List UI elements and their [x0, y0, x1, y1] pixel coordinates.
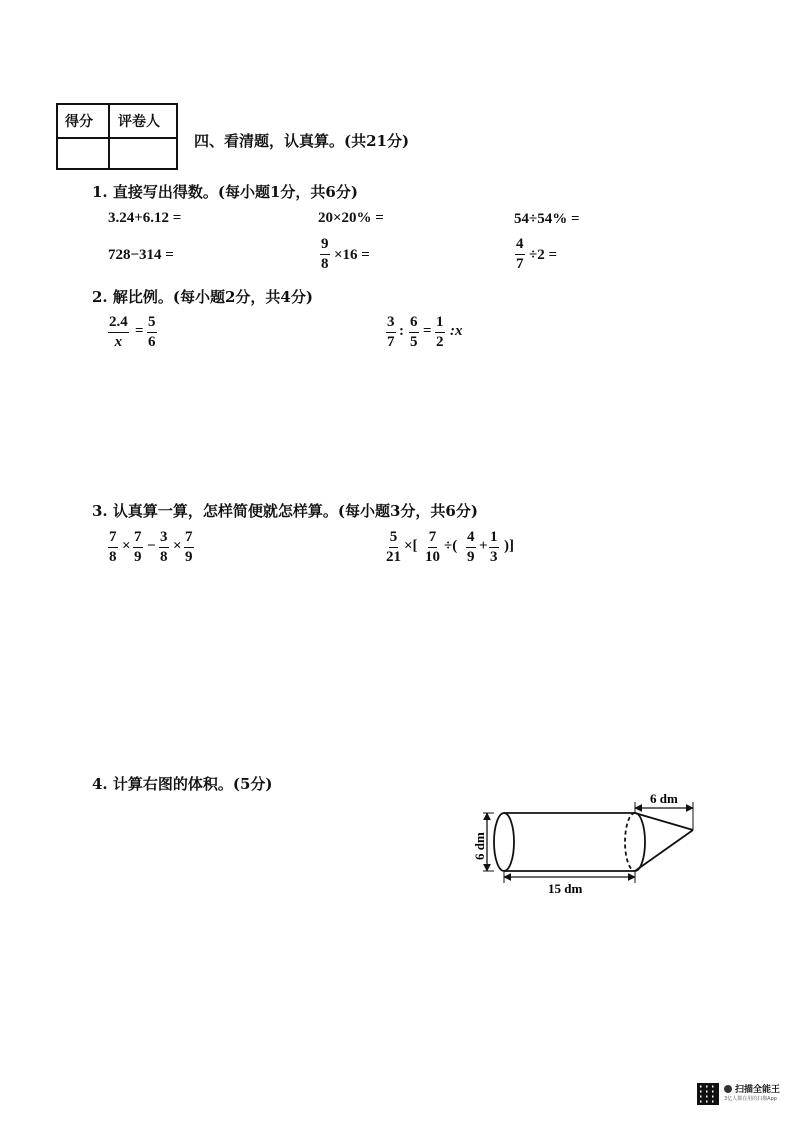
q3-expr2-op1: ×[	[404, 538, 418, 554]
q3-expr2-op3: +	[479, 538, 488, 554]
cylinder-left-face	[494, 813, 514, 871]
q1-item-1: 3.24+6.12 =	[108, 210, 182, 226]
q2-eq2-fraction-a: $\frac{3}{7}$	[387, 314, 395, 350]
q3-expr1-f2: $\frac{7}{9}$	[134, 529, 142, 565]
cylinder-length-label: 15 dm	[548, 881, 583, 896]
qr-code-icon	[697, 1083, 719, 1105]
q3-expr1-f4: $\frac{7}{9}$	[185, 529, 193, 565]
q2-eq1-right-fraction: $\frac{5}{6}$	[148, 314, 156, 350]
q2-eq1-equals: =	[135, 323, 144, 339]
q1-item-5-rest: ×16 =	[334, 247, 370, 263]
app-name: 扫描全能王	[735, 1085, 781, 1095]
q3-expr1-op3: ×	[173, 538, 182, 554]
q3-expr1-f1: $\frac{7}{8}$	[109, 529, 117, 565]
q2-eq2-colon: :	[399, 323, 404, 339]
cylinder-right-face-hidden	[625, 813, 635, 871]
q3-expr2-f4: $\frac{1}{3}$	[490, 529, 498, 565]
app-logo-icon	[724, 1085, 732, 1093]
diameter-label: 6 dm	[472, 832, 487, 860]
q3-expr1-op1: ×	[122, 538, 131, 554]
q3-expr1-f3: $\frac{3}{8}$	[160, 529, 168, 565]
q2-eq2-fraction-c: $\frac{1}{2}$	[436, 314, 444, 350]
q2-eq1-left-fraction: $\frac{2.4}{x}$	[109, 314, 128, 350]
q1-item-4: 728−314 =	[108, 247, 174, 263]
cylinder-cone-figure	[460, 780, 720, 905]
cone-length-label: 6 dm	[650, 791, 678, 806]
q1-item-6-fraction: $\frac{4}{7}$	[516, 236, 524, 272]
cylinder-right-face	[635, 813, 645, 871]
q2-eq2-equals: =	[423, 323, 432, 339]
section-title: 四、看清题，认真算。(共21分)	[194, 132, 410, 150]
q1-item-6-rest: ÷2 =	[529, 247, 558, 263]
q2-eq2-fraction-b: $\frac{6}{5}$	[410, 314, 418, 350]
q2-title: 2. 解比例。(每小题2分，共4分)	[92, 288, 313, 306]
grader-label: 评卷人	[118, 114, 160, 130]
q3-expr2-f2: $\frac{7}{10}$	[425, 529, 440, 565]
q3-expr1-op2: −	[147, 538, 156, 554]
q3-expr2-f1: $\frac{5}{21}$	[386, 529, 401, 565]
score-table	[56, 103, 178, 170]
q3-expr2-close: )]	[504, 538, 514, 554]
q3-title: 3. 认真算一算，怎样简便就怎样算。(每小题3分，共6分)	[92, 502, 478, 520]
app-subtitle: 3亿人都在用的扫描App	[724, 1096, 777, 1102]
q2-eq2-tail: :x	[450, 323, 463, 339]
q3-expr2-op2: ÷(	[444, 538, 458, 554]
q4-title: 4. 计算右图的体积。(5分)	[92, 775, 273, 793]
q1-item-2: 20×20% =	[318, 210, 384, 226]
q1-item-3: 54÷54% =	[514, 211, 580, 227]
q3-expr2-f3: $\frac{4}{9}$	[467, 529, 475, 565]
q1-title: 1. 直接写出得数。(每小题1分，共6分)	[92, 183, 358, 201]
score-label: 得分	[65, 114, 93, 130]
table-divider	[58, 137, 176, 139]
q1-item-5-fraction: $\frac{9}{8}$	[321, 236, 329, 272]
